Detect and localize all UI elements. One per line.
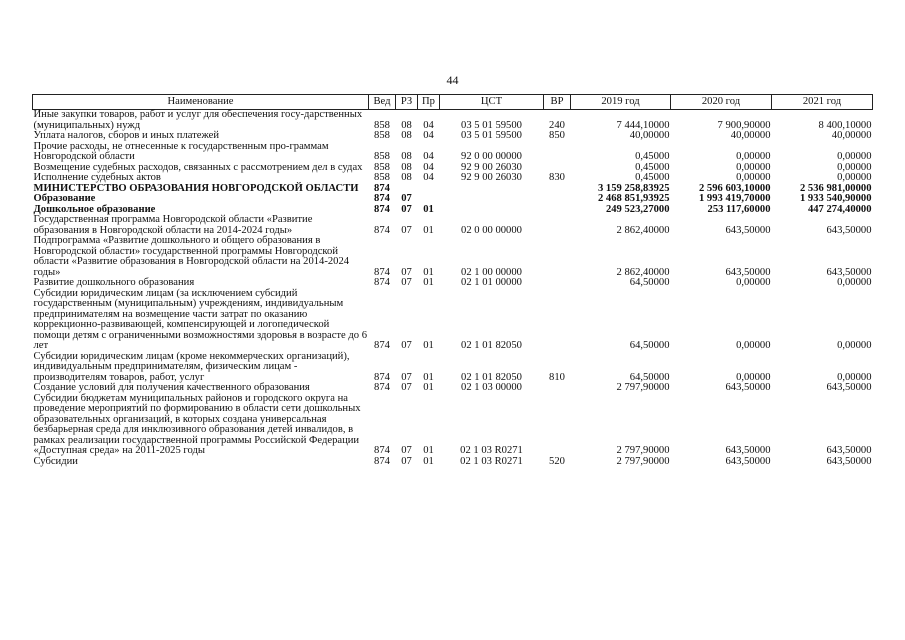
row-2021-cell: 643,50000 [826, 445, 872, 456]
row-pr-cell [418, 184, 440, 195]
table-row [33, 142, 873, 163]
row-2019-cell: 64,50000 [629, 340, 670, 351]
row-pr-cell: 01 [423, 445, 434, 456]
table-row [33, 236, 873, 278]
row-name-cell: Возмещение судебных расходов, связанных с рассмотрением дел в судах [33, 161, 363, 173]
row-vr-cell [544, 289, 571, 352]
row-2021-cell: 643,50000 [826, 224, 872, 236]
row-2021-cell: 447 274,40000 [807, 203, 872, 215]
row-cst-cell: 92 9 00 26030 [461, 161, 522, 173]
row-pr-cell: 01 [423, 371, 434, 383]
row-cst-cell: 02 1 00 00000 [461, 266, 522, 278]
row-name-cell: Развитие дошкольного образования [33, 277, 195, 288]
row-name-cell: Прочие расходы, не отнесенные к государственным про-граммам Новгородской области [33, 140, 329, 162]
row-cst-cell [440, 205, 544, 216]
row-2020-cell: 643,50000 [725, 455, 771, 467]
row-rz-cell: 07 [401, 203, 412, 215]
row-pr-cell: 04 [423, 151, 434, 162]
row-vr-cell [544, 205, 571, 216]
row-cst-cell: 02 1 01 82050 [461, 340, 522, 351]
col-header-cst: ЦСТ [440, 95, 544, 110]
row-pr-cell: 04 [423, 172, 434, 183]
row-2020-cell: 643,50000 [725, 382, 771, 393]
row-2019-cell: 2 797,90000 [616, 382, 670, 393]
row-ved-cell: 874 [374, 382, 390, 393]
row-rz-cell: 07 [401, 277, 412, 288]
row-vr-cell [544, 394, 571, 457]
row-name-cell: МИНИСТЕРСТВО ОБРАЗОВАНИЯ НОВГОРОДСКОЙ ОБЛАСТИ [33, 182, 359, 194]
row-2020-cell: 0,00000 [736, 161, 771, 173]
row-2020-cell: 253 117,60000 [707, 203, 771, 215]
row-rz-cell: 08 [401, 119, 412, 131]
col-header-rz: РЗ [396, 95, 418, 110]
row-vr-cell: 830 [549, 172, 565, 183]
row-name-cell: Уплата налогов, сборов и иных платежей [33, 130, 220, 141]
row-2021-cell: 0,00000 [837, 172, 872, 183]
row-name-cell: Дошкольное образование [33, 203, 156, 215]
row-pr-cell: 01 [423, 340, 434, 351]
page-number: 44 [446, 73, 459, 87]
row-2020-cell: 40,00000 [730, 130, 771, 141]
row-2019-cell: 40,00000 [629, 130, 670, 141]
row-ved-cell: 874 [374, 340, 390, 351]
row-cst-cell: 02 1 03 00000 [461, 382, 522, 393]
row-2020-cell: 0,00000 [736, 277, 771, 288]
row-ved-cell: 874 [374, 277, 390, 288]
col-header-2019: 2019 год [571, 95, 671, 110]
row-2021-cell: 1 933 540,90000 [799, 193, 872, 204]
row-pr-cell: 01 [423, 277, 434, 288]
row-cst-cell: 02 0 00 00000 [461, 224, 522, 236]
row-2021-cell: 0,00000 [837, 371, 872, 383]
row-2021-cell: 40,00000 [831, 130, 872, 141]
row-vr-cell [544, 215, 571, 236]
row-vr-cell: 810 [549, 371, 565, 383]
row-vr-cell [544, 383, 571, 394]
row-ved-cell: 858 [374, 151, 390, 162]
row-2020-cell: 643,50000 [725, 445, 771, 456]
row-2021-cell: 0,00000 [837, 340, 872, 351]
row-ved-cell: 858 [374, 161, 390, 173]
row-ved-cell: 858 [374, 119, 390, 131]
table-row [33, 110, 873, 132]
row-cst-cell [440, 194, 544, 205]
row-2019-cell: 0,45000 [635, 151, 670, 162]
row-ved-cell: 874 [374, 445, 390, 456]
row-2020-cell: 7 900,90000 [717, 119, 771, 131]
col-header-2020: 2020 год [671, 95, 772, 110]
row-vr-cell [544, 184, 571, 195]
row-2020-cell: 1 993 419,70000 [698, 193, 771, 204]
table-row [33, 383, 873, 394]
row-rz-cell: 08 [401, 172, 412, 183]
row-2021-cell: 643,50000 [826, 455, 872, 467]
row-rz-cell: 07 [401, 193, 412, 204]
row-2019-cell: 2 797,90000 [616, 445, 670, 456]
col-header-pr: Пр [418, 95, 440, 110]
row-cst-cell: 02 1 01 00000 [461, 277, 522, 288]
budget-table [32, 94, 873, 467]
row-2021-cell: 8 400,10000 [818, 119, 872, 131]
table-row [33, 289, 873, 352]
row-cst-cell: 02 1 03 R0271 [460, 445, 523, 456]
row-ved-cell: 874 [374, 371, 390, 383]
row-2019-cell: 7 444,10000 [616, 119, 670, 131]
row-name-cell: Исполнение судебных актов [33, 172, 161, 183]
table-body [33, 110, 873, 468]
row-name-cell: Государственная программа Новгородской области «Развитие образования в Новгородской области на 2014-2024 годы» [33, 214, 313, 236]
row-name-cell: Иные закупки товаров, работ и услуг для обеспечения госу-дарственных (муниципальных) нужд [33, 109, 363, 131]
row-name-cell: Образование [33, 193, 96, 204]
row-2020-cell: 0,00000 [736, 371, 771, 383]
row-pr-cell: 04 [423, 161, 434, 173]
row-name-cell: Субсидии [33, 455, 78, 467]
row-2019-cell: 2 797,90000 [616, 455, 670, 467]
row-ved-cell: 858 [374, 172, 390, 183]
row-rz-cell: 07 [401, 266, 412, 278]
row-2020-cell: 643,50000 [725, 224, 771, 236]
row-name-cell: Подпрограмма «Развитие дошкольного и общего образования в Новгородской области» государственной программы Новгородской области «Развитие образования в Новгородской области на 2014-2024 годы» [33, 235, 350, 278]
table-row [33, 215, 873, 236]
row-vr-cell: 240 [549, 119, 565, 131]
row-2021-cell: 643,50000 [826, 266, 872, 278]
row-2019-cell: 0,45000 [635, 161, 670, 173]
table-row [33, 457, 873, 468]
row-rz-cell: 07 [401, 382, 412, 393]
row-2019-cell: 2 862,40000 [616, 224, 670, 236]
row-ved-cell: 858 [374, 130, 390, 141]
row-vr-cell [544, 142, 571, 163]
row-2019-cell: 2 468 851,93925 [597, 193, 670, 204]
table-row [33, 194, 873, 205]
table-row [33, 278, 873, 289]
row-cst-cell [440, 184, 544, 195]
row-name-cell: Субсидии бюджетам муниципальных районов и городского округа на проведение мероприятий по формированию в области сети дошкольных образовательных организаций, в которых создана универсальная безбарьерная среда для инклюзивного образования детей инвалидов, в рамках реализации государственной программы Российской Федерации «Доступная среда» на 2011-2025 годы [33, 392, 361, 456]
row-pr-cell: 04 [423, 119, 434, 131]
row-2019-cell: 0,45000 [635, 172, 670, 183]
row-cst-cell: 02 1 03 R0271 [460, 455, 523, 467]
row-rz-cell: 07 [401, 371, 412, 383]
row-2019-cell: 3 159 258,83925 [597, 182, 670, 194]
row-name-cell: Субсидии юридическим лицам (кроме некоммерческих организаций), индивидуальным предпринимателям, физическим лицам - производителям товаров, работ, услуг [33, 350, 350, 383]
row-vr-cell: 850 [549, 130, 565, 141]
row-2021-cell: 0,00000 [837, 151, 872, 162]
row-2019-cell: 64,50000 [629, 371, 670, 383]
row-cst-cell: 02 1 01 82050 [461, 371, 522, 383]
col-header-name: Наименование [33, 95, 369, 110]
row-2019-cell: 249 523,27000 [605, 203, 670, 215]
col-header-vr: ВР [544, 95, 571, 110]
row-cst-cell: 92 9 00 26030 [461, 172, 522, 183]
row-ved-cell: 874 [374, 203, 390, 215]
row-2020-cell: 2 596 603,10000 [698, 182, 771, 194]
row-ved-cell: 874 [374, 182, 390, 194]
table-row [33, 394, 873, 457]
row-vr-cell: 520 [549, 455, 565, 467]
row-rz-cell: 07 [401, 445, 412, 456]
row-2019-cell: 64,50000 [629, 277, 670, 288]
row-2020-cell: 643,50000 [725, 266, 771, 278]
row-cst-cell: 03 5 01 59500 [461, 119, 522, 131]
row-pr-cell: 01 [423, 224, 434, 236]
row-vr-cell [544, 194, 571, 205]
row-rz-cell: 08 [401, 151, 412, 162]
table-header-row [33, 95, 873, 110]
row-rz-cell: 07 [401, 224, 412, 236]
row-rz-cell: 07 [401, 455, 412, 467]
col-header-2021: 2021 год [772, 95, 873, 110]
row-pr-cell: 01 [423, 203, 434, 215]
row-2021-cell: 0,00000 [837, 277, 872, 288]
row-pr-cell [418, 194, 440, 205]
row-pr-cell: 04 [423, 130, 434, 141]
row-name-cell: Субсидии юридическим лицам (за исключением субсидий государственным (муниципальным) учреждениям, индивидуальным предпринимателям на возмещение части затрат по оказанию коррекционно-развивающей, компенсирующей и логопедической помощи детям с ограниченными возможностями здоровья в возрасте до 6 лет [33, 287, 368, 351]
row-rz-cell: 08 [401, 130, 412, 141]
row-rz-cell: 08 [401, 161, 412, 173]
row-2021-cell: 643,50000 [826, 382, 872, 393]
row-2020-cell: 0,00000 [736, 151, 771, 162]
row-ved-cell: 874 [374, 193, 390, 204]
row-2020-cell: 0,00000 [736, 172, 771, 183]
row-cst-cell: 92 0 00 00000 [461, 151, 522, 162]
row-vr-cell [544, 236, 571, 278]
row-pr-cell: 01 [423, 266, 434, 278]
row-cst-cell: 03 5 01 59500 [461, 130, 522, 141]
col-header-ved: Вед [369, 95, 396, 110]
row-rz-cell: 07 [401, 340, 412, 351]
row-vr-cell [544, 278, 571, 289]
row-name-cell: Создание условий для получения качественного образования [33, 382, 310, 393]
row-pr-cell: 01 [423, 382, 434, 393]
row-2020-cell: 0,00000 [736, 340, 771, 351]
row-2021-cell: 2 536 981,00000 [799, 182, 872, 194]
row-2019-cell: 2 862,40000 [616, 266, 670, 278]
row-ved-cell: 874 [374, 266, 390, 278]
row-2021-cell: 0,00000 [837, 161, 872, 173]
table-row [33, 131, 873, 142]
table-row [33, 352, 873, 384]
table-row [33, 173, 873, 184]
row-pr-cell: 01 [423, 455, 434, 467]
row-ved-cell: 874 [374, 224, 390, 236]
row-ved-cell: 874 [374, 455, 390, 467]
